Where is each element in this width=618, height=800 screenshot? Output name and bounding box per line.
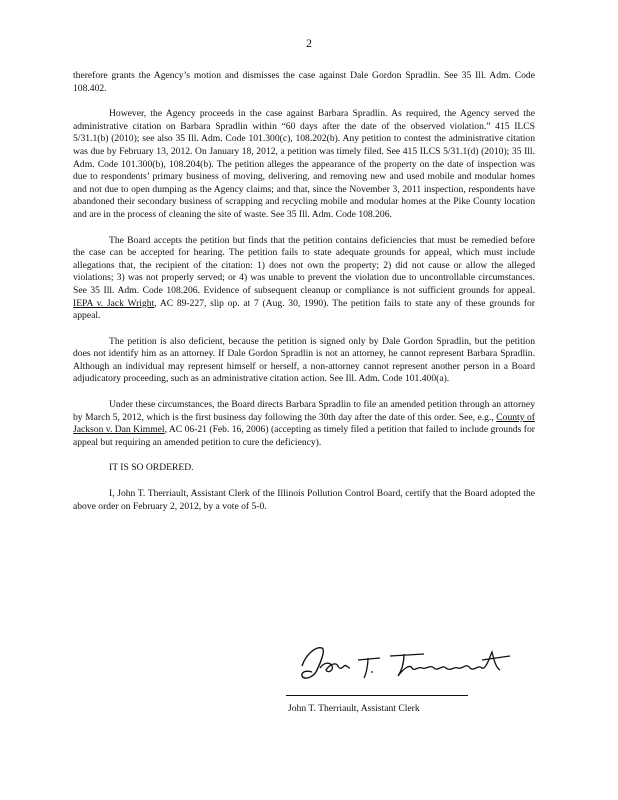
para5-lead: Under these circumstances, the Board directs Barbara Spradlin to file an amended petition through an attorney by March 5, 2012, which is the first business day following the 30th day after the date of this order. See, e.g., <box>73 399 535 423</box>
para3-lead: The Board accepts the petition but finds that the petition contains deficiencies that must be remedied before the case can be accepted for hearing. The petition fails to state adequate grounds for appeal, which must include allegations that, the recipient of the citation: 1) does not own the property; 2) did not cause or allow the alleged violations; 3) was not properly served; or 4) was unable to prevent the violation due to uncontrollable circumstances. See 35 Ill. Adm. Code 108.206. Evidence of subsequent cleanup or compliance is not sufficient grounds for appeal. <box>73 234 535 296</box>
handwritten-signature <box>292 638 532 686</box>
paragraph-amended-petition <box>73 399 535 449</box>
paragraph-agency-proceeds: However, the Agency proceeds in the case against Barbara Spradlin. As required, the Agency served the administrative citation on Barbara Spradlin within “60 days after the date of the observed violation.” 415 ILCS 5/31.1(b) (2010); see also 35 Ill. Adm. Code 101.300(c), 108.202(b). Any petition to contest the administrative citation was due by February 13, 2012. On January 18, 2012, a petition was timely filed. See 415 ILCS 5/31.1(d) (2010); 35 Ill. Adm. Code 101.300(b), 108.204(b). The petition alleges the appearance of the property on the date of inspection was due to respondents’ primary business of moving, delivering, and removing new and used mobile and modular homes and not due to open dumping as the Agency claims; and that, since the November 3, 2011 inspection, respondents have abandoned their secondary business of scrapping and recycling mobile and modular homes at the Pike County location and are in the process of cleaning the site of waste. See 35 Ill. Adm. Code 108.206. <box>73 108 535 220</box>
signature-line <box>286 695 468 696</box>
so-ordered: IT IS SO ORDERED. <box>109 462 194 474</box>
page-number: 2 <box>306 36 312 50</box>
case-citation-iepa-wright: IEPA v. Jack Wright <box>73 297 155 309</box>
case-citation-jackson-kimmel: County of Jackson v. Dan Kimmel <box>73 411 535 436</box>
signatory-name: John T. Therriault, Assistant Clerk <box>288 703 420 714</box>
para3-tail: , AC 89-227, slip op. at 7 (Aug. 30, 1990). The petition fails to state any of these grounds for appeal. <box>73 297 536 322</box>
clerk-certification: I, John T. Therriault, Assistant Clerk of the Illinois Pollution Control Board, certify that the Board adopted the above order on February 2, 2012, by a vote of 5-0. <box>73 488 535 512</box>
para5-tail: , AC 06-21 (Feb. 16, 2006) (accepting as timely filed a petition that failed to include grounds for appeal but requiring an amended petition to cure the deficiency). <box>73 424 535 448</box>
order-body <box>73 70 535 513</box>
paragraph-signature-deficiency: The petition is also deficient, because the petition is signed only by Dale Gordon Spradlin, but the petition does not identify him as an attorney. If Dale Gordon Spradlin is not an attorney, he cannot represent Barbara Spradlin. Although an individual may represent himself or herself, a non-attorney cannot represent another person in a Board adjudicatory proceeding, such as an administrative citation action. See Ill. Adm. Code 101.400(a). <box>73 335 535 385</box>
paragraph-grounds-deficiency <box>73 235 535 323</box>
paragraph-dismissal: therefore grants the Agency’s motion and dismisses the case against Dale Gordon Spradlin. See 35 Ill. Adm. Code 108.402. <box>73 70 535 94</box>
